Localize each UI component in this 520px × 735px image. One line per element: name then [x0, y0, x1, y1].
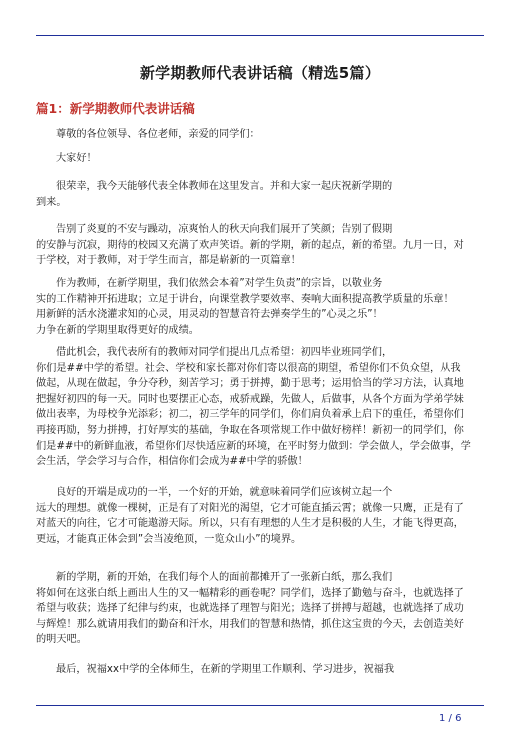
- paragraph-6: [36, 570, 486, 648]
- text-line: 更远，才能真正体会到”会当凌绝顶，一览众山小”的境界。: [36, 533, 302, 545]
- paragraph-1: [36, 179, 486, 210]
- text-line: 远大的理想。就像一棵树，正是有了对阳光的渴望，它才可能直插云霄；就像一只鹰，正是有了: [36, 502, 464, 514]
- text-line: 的明天吧。: [36, 634, 87, 646]
- text-line: 用新鲜的活水浇灌求知的心灵，用灵动的智慧音符去弹奏学生的”心灵之乐”！: [36, 309, 383, 321]
- text-line: 再接再励，努力拼搏，打好厚实的基础，争取在各项常规工作中做好榜样！新初一的同学们，你: [36, 424, 464, 436]
- paragraph-2: [36, 222, 486, 269]
- paragraph-greeting: [36, 151, 486, 167]
- text-line: 尊敬的各位领导、各位老师，亲爱的同学们：: [56, 129, 260, 140]
- text-line: 力争在新的学期里取得更好的成绩。: [36, 324, 199, 336]
- footer-rule: [36, 705, 484, 706]
- text-line: 的安静与沉寂，期待的校园又充满了欢声笑语。新的学期，新的起点，新的希望。九月一日，对: [36, 239, 464, 251]
- paragraph-7: [36, 662, 486, 678]
- text-line: 实的工作精神开拓进取；立足于讲台，向课堂教学要效率、奏响大面积提高教学质量的乐章！: [36, 293, 454, 305]
- text-line: 最后，祝福xx中学的全体师生，在新的学期里工作顺利、学习进步，祝福我: [56, 664, 395, 675]
- paragraph-3: [36, 276, 486, 338]
- text-line: 新的学期，新的开始，在我们每个人的面前都摊开了一张新白纸，那么我们: [56, 572, 393, 583]
- text-line: 希望与收获；选择了纪律与约束，也就选择了理智与阳光；选择了拼搏与超越，也就选择了成功: [36, 603, 464, 615]
- paragraph-4: [36, 345, 486, 470]
- text-line: 大家好！: [56, 153, 97, 164]
- text-line: 借此机会，我代表所有的教师对同学们提出几点希望：初四毕业班同学们，: [56, 347, 393, 358]
- document-title: 新学期教师代表讲话稿（精选5篇）: [139, 64, 381, 82]
- text-line: 会生活，学会学习与合作，相信你们会成为##中学的骄傲！: [36, 456, 308, 468]
- page-indicator: 1 / 6: [439, 713, 462, 724]
- text-line: 作为教师，在新学期里，我们依然会本着”对学生负责”的宗旨，以敬业务: [56, 278, 383, 289]
- text-line: 做起，从现在做起，争分夺秒，刻苦学习；勇于拼搏，勤于思考；运用恰当的学习方法，认真地: [36, 378, 464, 390]
- text-line: 们是##中的新鲜血液，希望你们尽快适应新的环境，在平时努力做到：学会做人，学会做事，学: [36, 440, 471, 452]
- text-line: 对蓝天的向往，它才可能遨游天际。所以，只有有理想的人生才是积极的人生，才能飞得更高，: [36, 518, 464, 530]
- paragraph-5: [36, 485, 486, 547]
- paragraph-salutation: [36, 127, 486, 143]
- text-line: 很荣幸，我今天能够代表全体教师在这里发言。并和大家一起庆祝新学期的: [56, 181, 393, 192]
- text-line: 做出表率，为母校争光添彩；初二，初三学年的同学们，你们肩负着承上启下的重任，希望你们: [36, 409, 464, 421]
- text-line: 到来。: [36, 196, 67, 208]
- text-line: 将如何在这张白纸上画出人生的又一幅精彩的画卷呢？同学们，选择了勤勉与奋斗，也就选择了: [36, 587, 464, 599]
- text-line: 与辉煌！那么就请用我们的勤奋和汗水，用我们的智慧和热情，抓住这宝贵的今天，去创造美好: [36, 618, 464, 630]
- header-rule: [36, 35, 484, 36]
- text-line: 把握好初四的每一天。同时也要摆正心态，戒骄戒躁，先做人，后做事，从各个方面为学弟学妹: [36, 393, 464, 405]
- text-line: 于学校，对于教师，对于学生而言，都是崭新的一页篇章！: [36, 255, 301, 267]
- text-line: 良好的开端是成功的一半，一个好的开始，就意味着同学们应该树立起一个: [56, 487, 393, 498]
- text-line: 告别了炎夏的不安与躁动，凉爽怡人的秋天向我们展开了笑颜；告别了假期: [56, 224, 393, 235]
- section-heading: 篇1：新学期教师代表讲话稿: [36, 101, 195, 116]
- text-line: 你们是##中学的希望。社会、学校和家长都对你们寄以很高的期望，希望你们不负众望，从我: [36, 362, 461, 374]
